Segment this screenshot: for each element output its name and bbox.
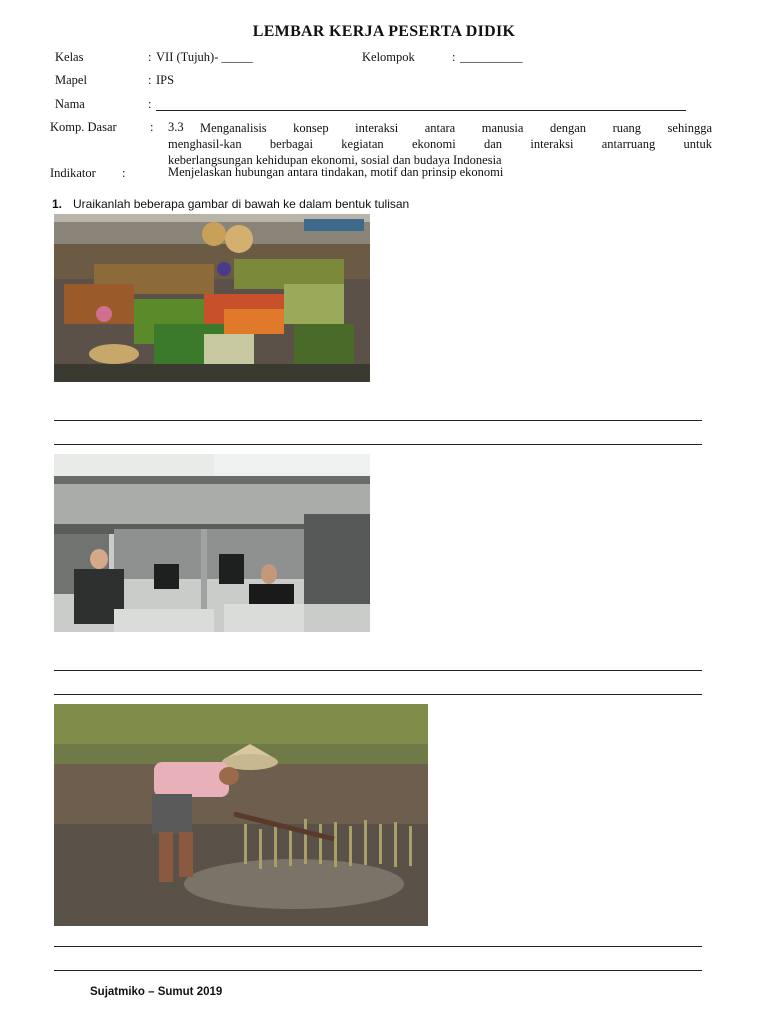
answer-line[interactable]: [54, 970, 702, 971]
question-number: 1.: [52, 197, 63, 211]
mapel-sep: :: [148, 73, 152, 87]
footer-text: Sujatmiko – Sumut 2019: [90, 986, 223, 998]
kelompok-label: Kelompok: [362, 50, 415, 64]
mapel-value: IPS: [156, 73, 175, 87]
answer-line[interactable]: [54, 946, 702, 947]
answer-line[interactable]: [54, 444, 702, 445]
answer-line[interactable]: [54, 694, 702, 695]
page-title: LEMBAR KERJA PESERTA DIDIK: [252, 23, 516, 40]
kelompok-value[interactable]: __________: [460, 50, 523, 64]
farmer-photo: [54, 704, 428, 926]
question-text: Uraikanlah beberapa gambar di bawah ke dalam bentuk tulisan: [73, 197, 410, 211]
office-photo: [54, 454, 370, 632]
market-photo: [54, 214, 370, 382]
indikator-text: Menjelaskan hubungan antara tindakan, motif dan prinsip ekonomi: [168, 165, 504, 179]
kelas-value[interactable]: VII (Tujuh)- _____: [156, 50, 253, 64]
kelas-label: Kelas: [55, 50, 84, 64]
komp-dasar-label: Komp. Dasar: [50, 120, 117, 134]
komp-dasar-number: 3.3: [168, 120, 184, 134]
nama-input-line[interactable]: [156, 110, 686, 111]
kelompok-sep: :: [452, 50, 456, 64]
komp-dasar-line1: Menganalisis konsep interaksi antara manusia dengan ruang sehingga: [200, 121, 712, 135]
kelas-sep: :: [148, 50, 152, 64]
answer-line[interactable]: [54, 420, 702, 421]
komp-dasar-line3: keberlangsungan kehidupan ekonomi, sosial dan budaya Indonesia: [168, 153, 502, 167]
indikator-sep: :: [122, 166, 126, 180]
indikator-label: Indikator: [50, 166, 96, 180]
nama-sep: :: [148, 97, 152, 111]
answer-line[interactable]: [54, 670, 702, 671]
komp-dasar-sep: :: [150, 120, 154, 134]
mapel-label: Mapel: [55, 73, 87, 87]
nama-label: Nama: [55, 97, 85, 111]
komp-dasar-line2: menghasil-kan berbagai kegiatan ekonomi dan interaksi antarruang untuk: [168, 137, 712, 151]
